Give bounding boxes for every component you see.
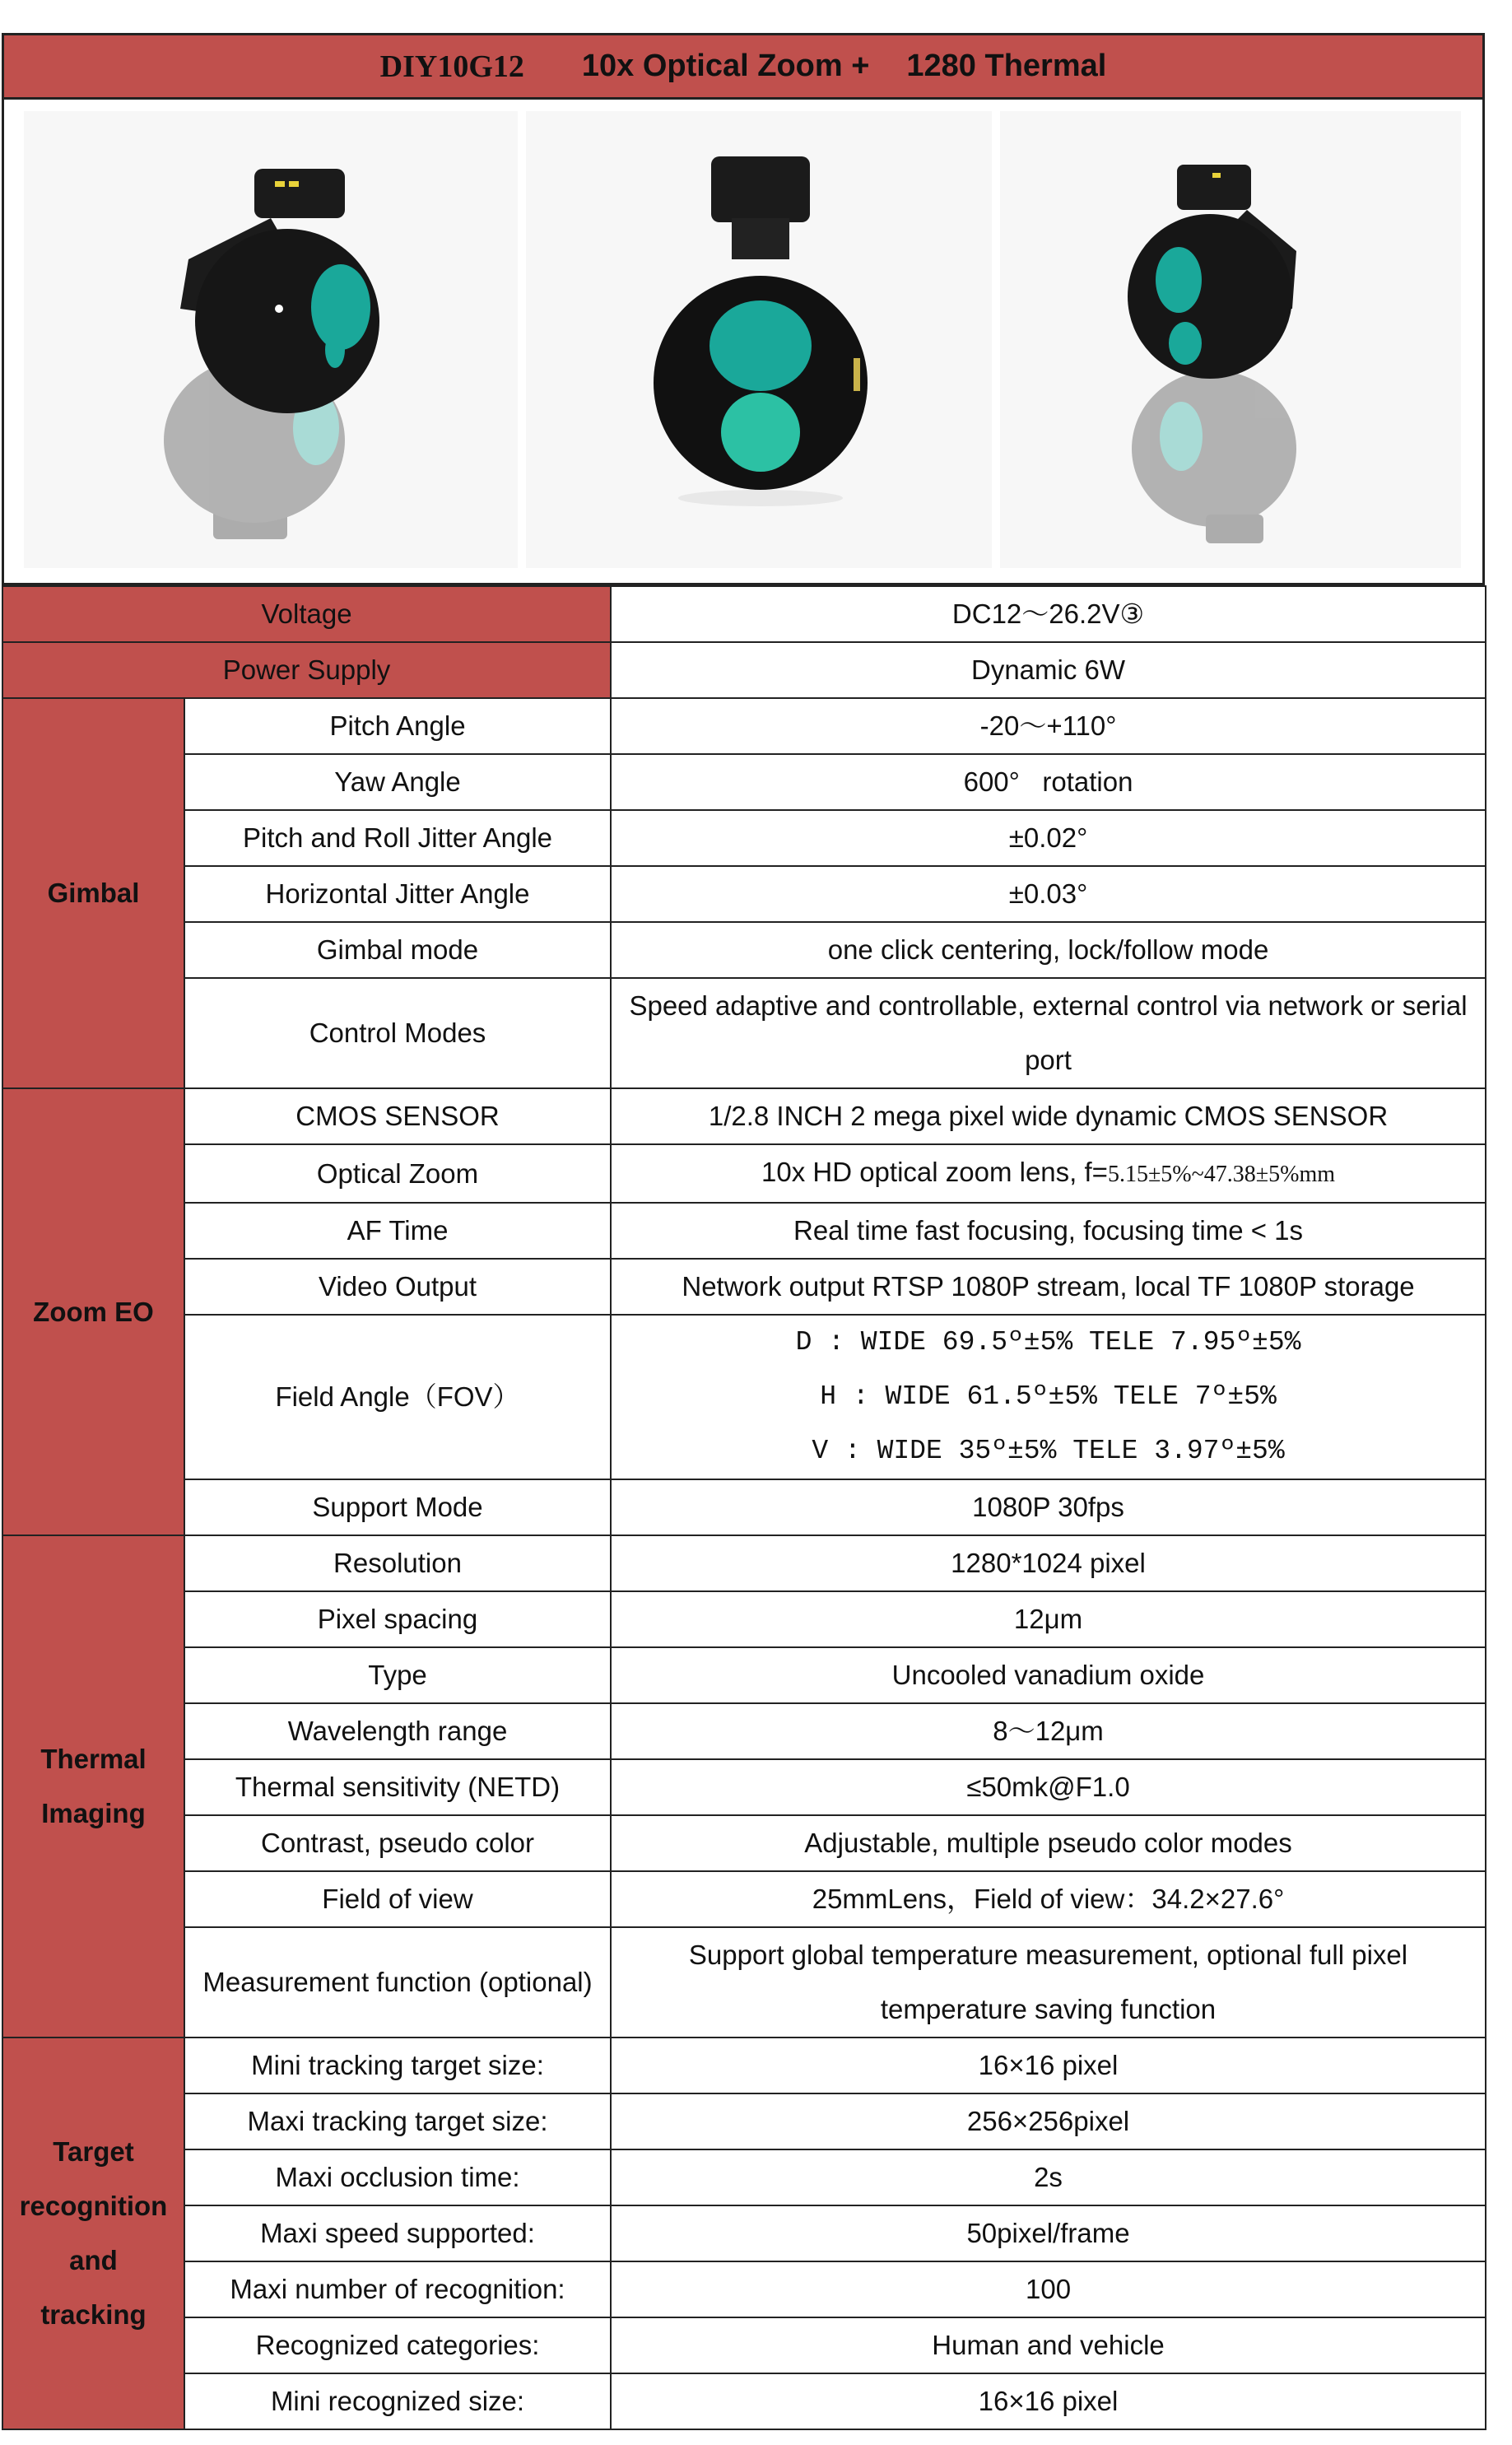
- tracking-category-line: and: [69, 2245, 118, 2275]
- spec-label: Recognized categories:: [184, 2317, 611, 2373]
- table-row: [2, 1703, 1486, 1759]
- power-value: Dynamic 6W: [611, 642, 1486, 698]
- table-row: [2, 1315, 1486, 1479]
- spec-label: Pitch Angle: [184, 698, 611, 754]
- spec-value: Real time fast focusing, focusing time < 1s: [611, 1203, 1486, 1259]
- table-row: [2, 1647, 1486, 1703]
- spec-label: Field of view: [184, 1871, 611, 1927]
- spec-label: Mini tracking target size:: [184, 2038, 611, 2093]
- spec-label: Type: [184, 1647, 611, 1703]
- table-row: [2, 1591, 1486, 1647]
- table-row: [2, 2205, 1486, 2261]
- table-row: [2, 698, 1486, 754]
- spec-label: Maxi tracking target size:: [184, 2093, 611, 2149]
- fov-values: [611, 1315, 1486, 1479]
- table-row: [2, 2149, 1486, 2205]
- fov-vertical: V : WIDE 35º±5% TELE 3.97º±5%: [812, 1436, 1285, 1466]
- spec-label: CMOS SENSOR: [184, 1088, 611, 1144]
- table-row: [2, 642, 1486, 698]
- table-row: [2, 1144, 1486, 1203]
- spec-table: [2, 585, 1486, 2430]
- zoom-title: 10x Optical Zoom +: [581, 49, 870, 83]
- spec-label: Gimbal mode: [184, 922, 611, 978]
- table-row: [2, 810, 1486, 866]
- fov-horizontal: H : WIDE 61.5º±5% TELE 7º±5%: [820, 1381, 1277, 1412]
- spec-label: Maxi number of recognition:: [184, 2261, 611, 2317]
- fov-diagonal: D : WIDE 69.5º±5% TELE 7.95º±5%: [795, 1327, 1301, 1358]
- spec-value: 100: [611, 2261, 1486, 2317]
- spec-value: Human and vehicle: [611, 2317, 1486, 2373]
- spec-value: 50pixel/frame: [611, 2205, 1486, 2261]
- spec-value: 1080P 30fps: [611, 1479, 1486, 1535]
- table-row: [2, 922, 1486, 978]
- spec-value: Network output RTSP 1080P stream, local TF 1080P storage: [611, 1259, 1486, 1315]
- table-row: [2, 866, 1486, 922]
- spec-label: Mini recognized size:: [184, 2373, 611, 2429]
- spec-label: AF Time: [184, 1203, 611, 1259]
- gimbal-category: Gimbal: [2, 698, 184, 1088]
- gimbal-image-right: [1000, 111, 1461, 568]
- table-row: [2, 1815, 1486, 1871]
- tracking-category-line: Target: [53, 2136, 134, 2167]
- thermal-category-line2: Imaging: [41, 1798, 146, 1828]
- spec-value: 1280*1024 pixel: [611, 1535, 1486, 1591]
- model-name: DIY10G12: [379, 49, 524, 84]
- spec-value: ≤50mk@F1.0: [611, 1759, 1486, 1815]
- spec-value: Speed adaptive and controllable, external control via network or serial port: [611, 978, 1486, 1088]
- spec-value: Support global temperature measurement, optional full pixel temperature saving function: [611, 1927, 1486, 2038]
- spec-value: one click centering, lock/follow mode: [611, 922, 1486, 978]
- spec-label: Wavelength range: [184, 1703, 611, 1759]
- table-row: [2, 1927, 1486, 2038]
- spec-value: 16×16 pixel: [611, 2038, 1486, 2093]
- spec-value: 1/2.8 INCH 2 mega pixel wide dynamic CMOS SENSOR: [611, 1088, 1486, 1144]
- table-row: [2, 2317, 1486, 2373]
- table-row: [2, 586, 1486, 642]
- spec-label: Maxi occlusion time:: [184, 2149, 611, 2205]
- voltage-label: Voltage: [2, 586, 611, 642]
- spec-value: Uncooled vanadium oxide: [611, 1647, 1486, 1703]
- spec-label: Support Mode: [184, 1479, 611, 1535]
- spec-value: 12μm: [611, 1591, 1486, 1647]
- spec-label: Field Angle（FOV）: [184, 1315, 611, 1479]
- optical-zoom-prefix: 10x HD optical zoom lens, f=: [761, 1157, 1108, 1187]
- gimbal-camera-illustration: [24, 111, 518, 568]
- title-bar: [2, 33, 1485, 100]
- thermal-title: 1280 Thermal: [906, 49, 1107, 83]
- table-row: [2, 2093, 1486, 2149]
- spec-label: Control Modes: [184, 978, 611, 1088]
- spec-label: Video Output: [184, 1259, 611, 1315]
- table-row: [2, 978, 1486, 1088]
- spec-label: Measurement function (optional): [184, 1927, 611, 2038]
- table-row: [2, 1479, 1486, 1535]
- spec-value: ±0.02°: [611, 810, 1486, 866]
- spec-value: -20～+110°: [611, 698, 1486, 754]
- spec-value: 600° rotation: [611, 754, 1486, 810]
- spec-label: Contrast, pseudo color: [184, 1815, 611, 1871]
- spec-label: Pitch and Roll Jitter Angle: [184, 810, 611, 866]
- table-row: [2, 2261, 1486, 2317]
- spec-label: Maxi speed supported:: [184, 2205, 611, 2261]
- tracking-category-line: recognition: [19, 2191, 168, 2221]
- zoom-eo-category: Zoom EO: [2, 1088, 184, 1535]
- gimbal-image-left: [24, 111, 518, 568]
- table-row: [2, 1759, 1486, 1815]
- focal-length-range: 5.15±5%~47.38±5%mm: [1107, 1162, 1336, 1187]
- tracking-category-line: tracking: [40, 2299, 147, 2330]
- spec-value: 8～12μm: [611, 1703, 1486, 1759]
- table-row: [2, 1203, 1486, 1259]
- spec-label: Pixel spacing: [184, 1591, 611, 1647]
- spec-label: Optical Zoom: [184, 1144, 611, 1203]
- gimbal-camera-illustration: [526, 111, 992, 568]
- table-row: [2, 1535, 1486, 1591]
- spec-value: [611, 1144, 1486, 1203]
- spec-label: Yaw Angle: [184, 754, 611, 810]
- table-row: [2, 1259, 1486, 1315]
- spec-value: 2s: [611, 2149, 1486, 2205]
- spec-value: Adjustable, multiple pseudo color modes: [611, 1815, 1486, 1871]
- thermal-category-line1: Thermal: [40, 1744, 147, 1774]
- tracking-category: [2, 2038, 184, 2429]
- spec-value: 16×16 pixel: [611, 2373, 1486, 2429]
- gimbal-camera-illustration: [1000, 111, 1461, 568]
- table-row: [2, 2038, 1486, 2093]
- table-row: [2, 1871, 1486, 1927]
- spec-label: Thermal sensitivity (NETD): [184, 1759, 611, 1815]
- spec-label: Resolution: [184, 1535, 611, 1591]
- power-label: Power Supply: [2, 642, 611, 698]
- table-row: [2, 754, 1486, 810]
- product-images: [2, 100, 1485, 585]
- spec-value: ±0.03°: [611, 866, 1486, 922]
- spec-value: 256×256pixel: [611, 2093, 1486, 2149]
- thermal-category: [2, 1535, 184, 2038]
- spec-sheet: [2, 33, 1485, 2430]
- voltage-value: DC12～26.2V③: [611, 586, 1486, 642]
- table-row: [2, 1088, 1486, 1144]
- spec-label: Horizontal Jitter Angle: [184, 866, 611, 922]
- spec-value: 25mmLens，Field of view：34.2×27.6°: [611, 1871, 1486, 1927]
- gimbal-image-center: [526, 111, 992, 568]
- table-row: [2, 2373, 1486, 2429]
